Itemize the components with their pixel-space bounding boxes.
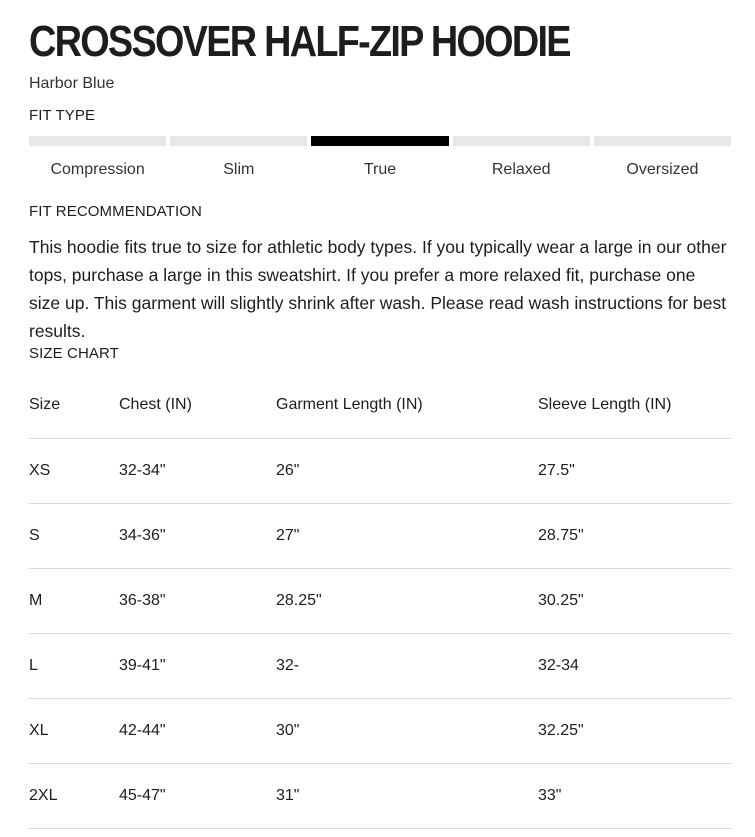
- fit-bar: [594, 136, 731, 146]
- table-row: [29, 568, 731, 633]
- size-chart-heading: SIZE CHART: [29, 345, 119, 362]
- fit-bar: [453, 136, 590, 146]
- fit-option-label: Slim: [223, 161, 255, 178]
- cell-garment-length: 26": [276, 461, 300, 479]
- cell-size: S: [29, 526, 40, 544]
- cell-size: L: [29, 656, 38, 674]
- cell-sleeve-length: 33": [538, 786, 562, 804]
- product-color-name: Harbor Blue: [29, 75, 115, 92]
- cell-chest: 32-34": [119, 461, 166, 479]
- cell-garment-length: 32-: [276, 656, 300, 674]
- cell-garment-length: 27": [276, 526, 300, 544]
- fit-bar: [29, 136, 166, 146]
- cell-garment-length: 31": [276, 786, 300, 804]
- fit-option-compression[interactable]: [29, 136, 166, 186]
- fit-option-label: True: [363, 161, 397, 178]
- cell-chest: 45-47": [119, 786, 166, 804]
- cell-garment-length: 30": [276, 721, 300, 739]
- cell-size: M: [29, 591, 43, 609]
- cell-sleeve-length: 32-34: [538, 656, 579, 674]
- fit-type-scale: [29, 136, 731, 186]
- fit-option-true[interactable]: [311, 136, 448, 186]
- cell-sleeve-length: 32.25": [538, 721, 584, 739]
- cell-size: XS: [29, 461, 51, 479]
- column-header-garment-length: Garment Length (IN): [276, 396, 423, 414]
- cell-chest: 39-41": [119, 656, 166, 674]
- fit-bar-selected: [311, 136, 448, 146]
- table-row: [29, 503, 731, 568]
- fit-type-heading: FIT TYPE: [29, 107, 96, 124]
- fit-option-oversized[interactable]: [594, 136, 731, 186]
- table-header-row: [29, 373, 731, 438]
- column-header-chest: Chest (IN): [119, 396, 192, 414]
- cell-chest: 36-38": [119, 591, 166, 609]
- size-chart-table: [29, 373, 731, 829]
- fit-recommendation-text: This hoodie fits true to size for athletic body types. If you typically wear a large in our other tops, purchase a large in this sweatshirt. If you prefer a more relaxed fit, purchase one size up. This garment will slightly shrink after wash. Please read wash instructions for best results.: [29, 237, 727, 341]
- table-row: [29, 633, 731, 698]
- table-row: [29, 698, 731, 763]
- cell-chest: 42-44": [119, 721, 166, 739]
- fit-option-slim[interactable]: [170, 136, 307, 186]
- fit-option-label: Relaxed: [491, 161, 551, 178]
- fit-option-label: Compression: [50, 161, 145, 178]
- cell-size: XL: [29, 721, 49, 739]
- cell-chest: 34-36": [119, 526, 166, 544]
- column-header-size: Size: [29, 396, 61, 414]
- column-header-sleeve-length: Sleeve Length (IN): [538, 396, 672, 414]
- cell-sleeve-length: 28.75": [538, 526, 584, 544]
- fit-recommendation-heading: FIT RECOMMENDATION: [29, 203, 202, 220]
- cell-garment-length: 28.25": [276, 591, 322, 609]
- table-row: [29, 763, 731, 828]
- cell-size: 2XL: [29, 786, 58, 804]
- cell-sleeve-length: 30.25": [538, 591, 584, 609]
- table-row: [29, 438, 731, 503]
- fit-bar: [170, 136, 307, 146]
- fit-option-label: Oversized: [626, 161, 699, 178]
- product-title: CROSSOVER HALF-ZIP HOODIE: [29, 17, 570, 66]
- cell-sleeve-length: 27.5": [538, 461, 575, 479]
- fit-option-relaxed[interactable]: [453, 136, 590, 186]
